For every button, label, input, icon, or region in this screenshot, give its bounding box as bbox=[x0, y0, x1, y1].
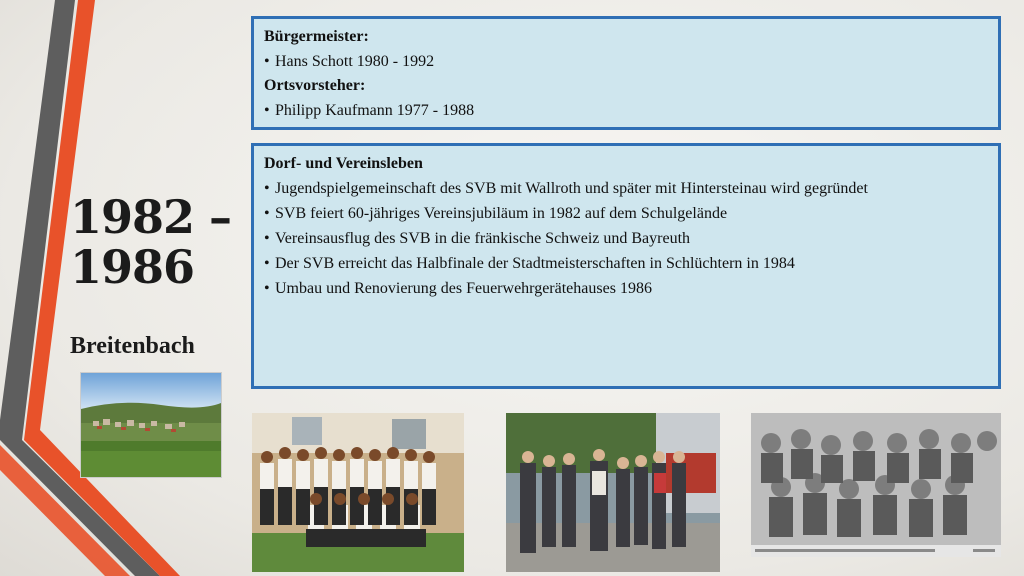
list-item: • SVB feiert 60-jähriges Vereinsjubiläum in 1982 auf dem Schulgelände bbox=[264, 201, 988, 226]
women-team-photo bbox=[252, 413, 464, 572]
slide-title: 1982 – 1986 bbox=[70, 190, 232, 294]
list-item: • Umbau und Renovierung des Feuerwehrgerätehauses 1986 bbox=[264, 276, 988, 301]
list-item: • Der SVB erreicht das Halbfinale der Stadtmeisterschaften in Schlüchtern in 1984 bbox=[264, 251, 988, 276]
newspaper-clipping-photo bbox=[751, 413, 1001, 557]
list-item: • Vereinsausflug des SVB in die fränkische Schweiz und Bayreuth bbox=[264, 226, 988, 251]
list-item: • Jugendspielgemeinschaft des SVB mit Wallroth und später mit Hintersteinau wird gegründet bbox=[264, 176, 988, 201]
local-head-item: • Philipp Kaufmann 1977 - 1988 bbox=[264, 98, 988, 123]
officials-box bbox=[251, 16, 1001, 130]
mayor-item: • Hans Schott 1980 - 1992 bbox=[264, 49, 988, 74]
club-trip-photo bbox=[506, 413, 720, 572]
village-landscape-image bbox=[80, 372, 222, 478]
village-life-box bbox=[251, 143, 1001, 389]
mayor-heading: Bürgermeister: bbox=[264, 28, 369, 45]
village-life-heading: Dorf- und Vereinsleben bbox=[264, 155, 423, 172]
local-head-heading: Ortsvorsteher: bbox=[264, 77, 366, 94]
slide-subtitle: Breitenbach bbox=[70, 333, 195, 359]
